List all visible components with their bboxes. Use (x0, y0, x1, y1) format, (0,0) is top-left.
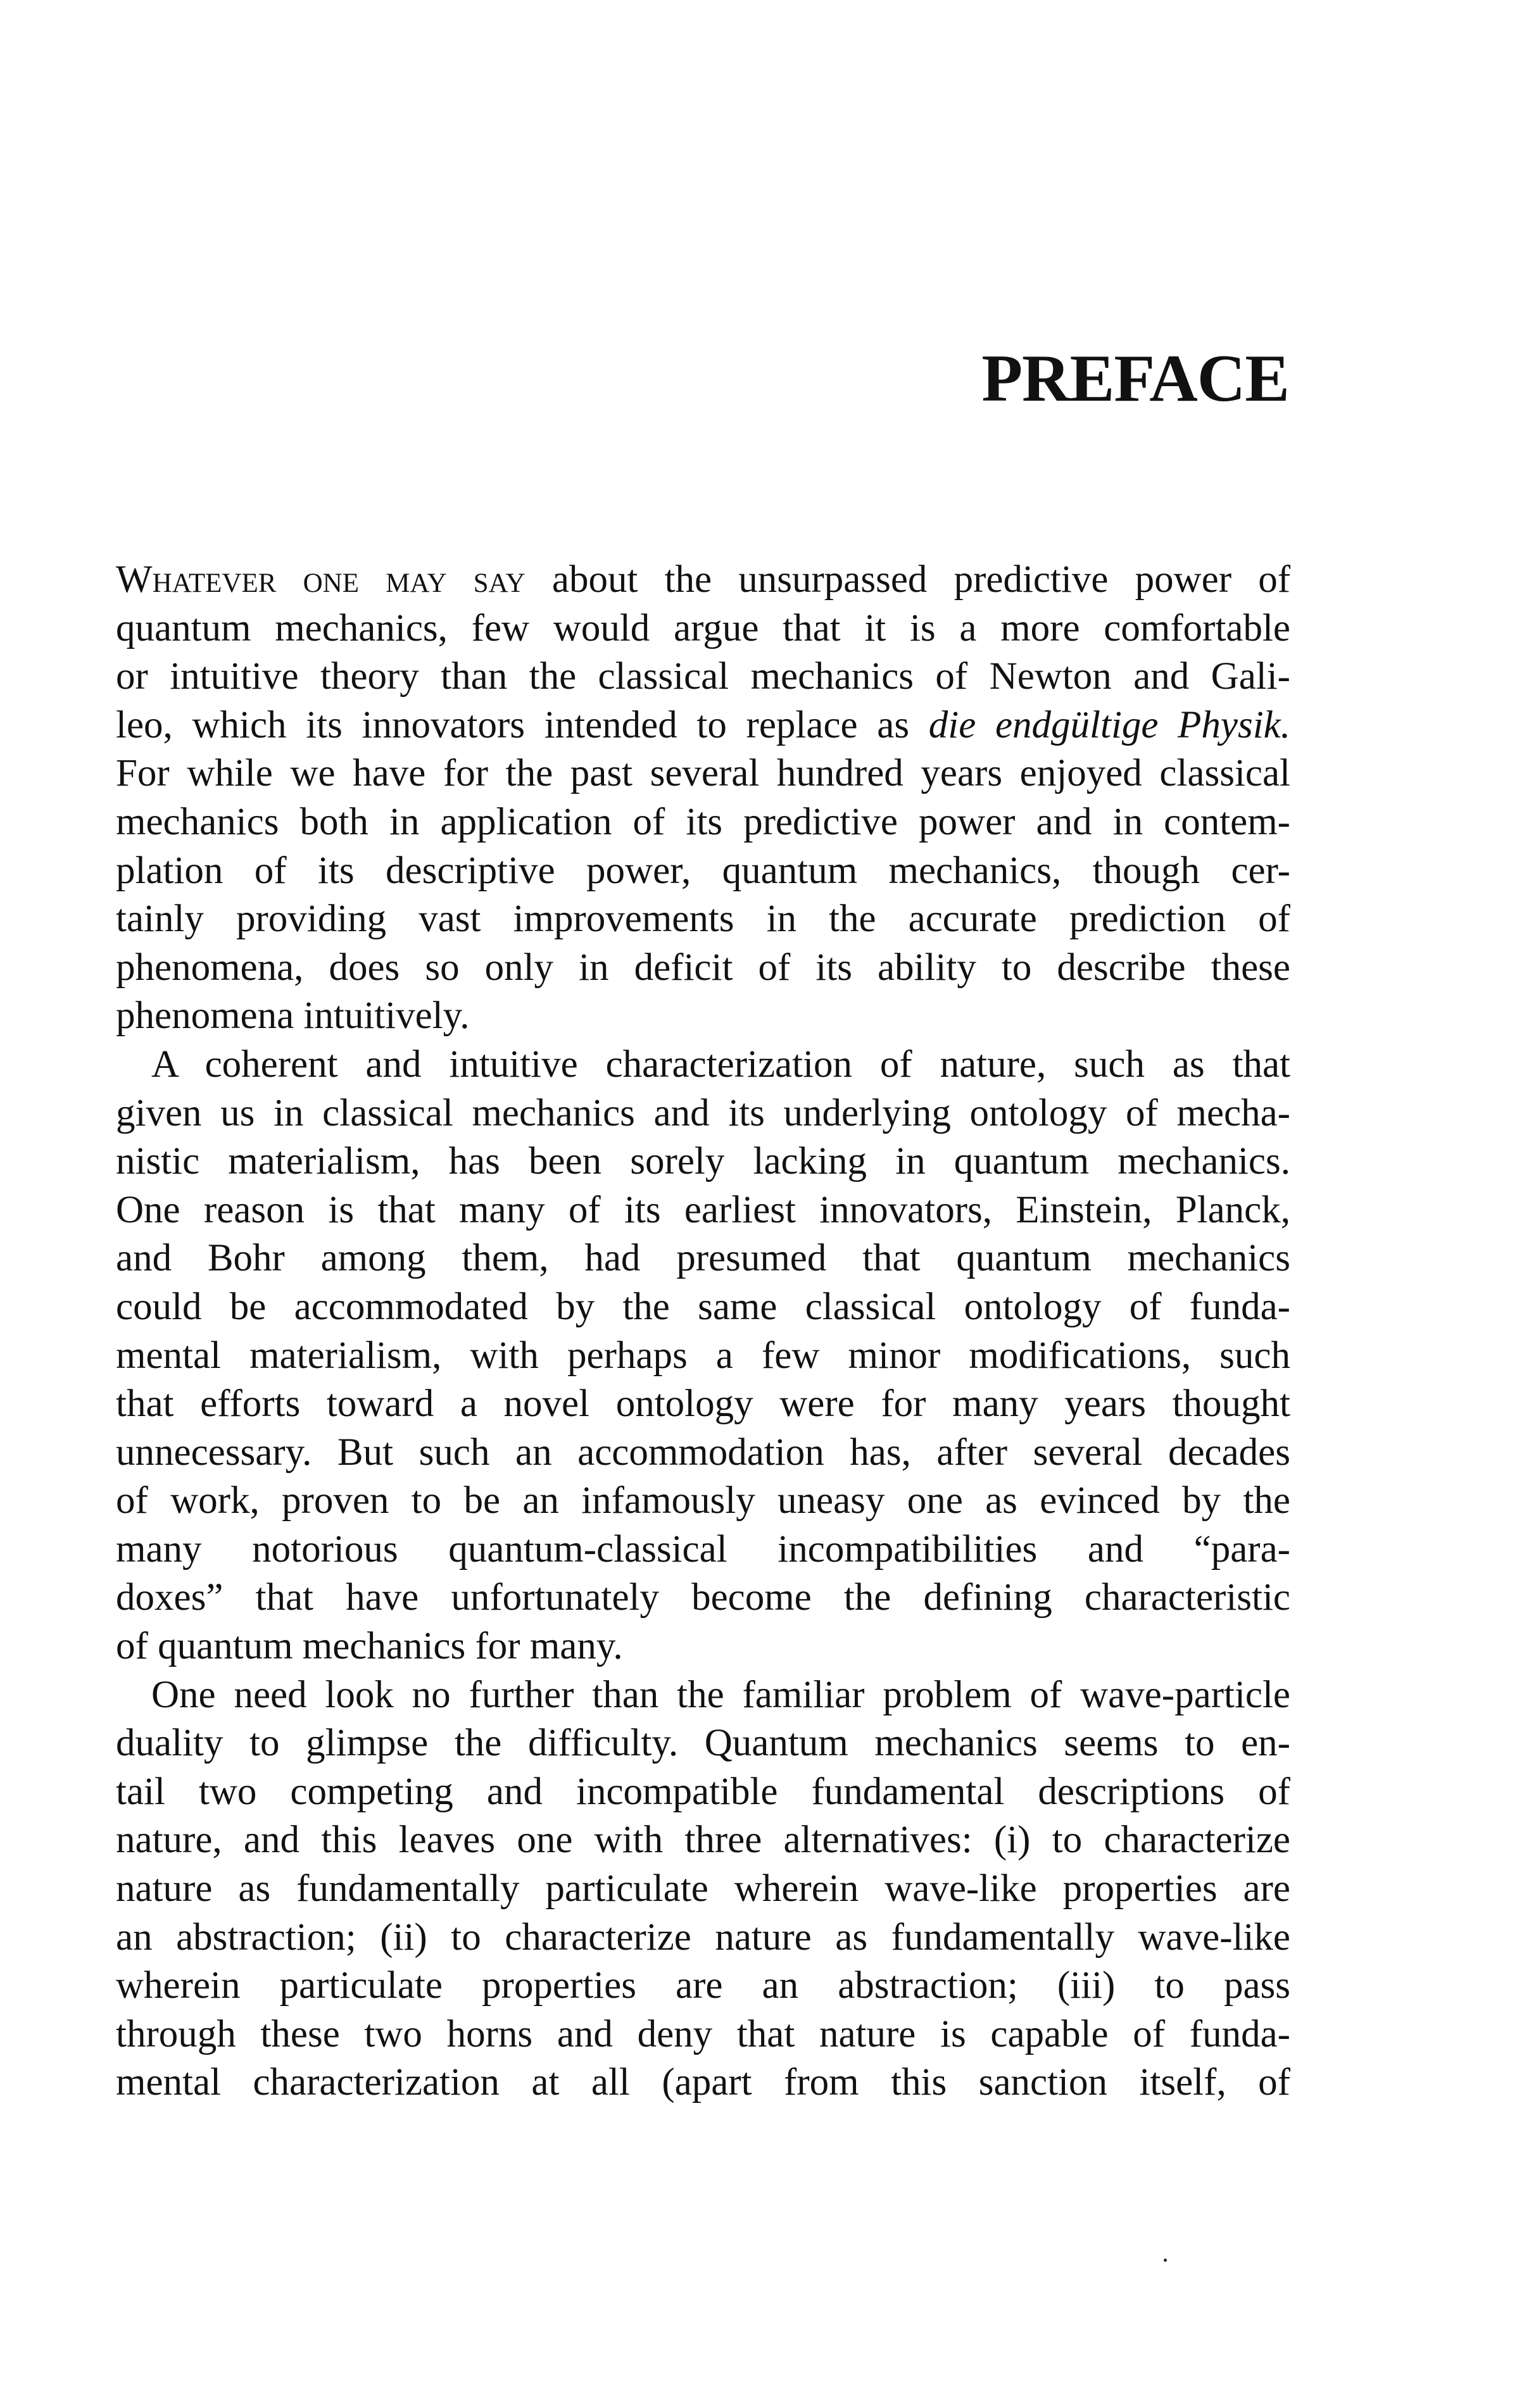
text-line: tainly providing vast improvements in the accurate prediction of (116, 898, 1290, 941)
text-line: an abstraction; (ii) to characterize nature as fundamentally wave-like (116, 1916, 1290, 1959)
paragraph-1 (116, 556, 1290, 1041)
text-line: mental characterization at all (apart from this sanction itself, of (116, 2061, 1290, 2104)
text-line: and Bohr among them, had presumed that quantum mechanics (116, 1237, 1290, 1280)
text-line: Whatever one may say about the unsurpassed predictive power of (116, 558, 1291, 601)
text-line: nature, and this leaves one with three alternatives: (i) to characterize (116, 1819, 1290, 1862)
paragraph-3 (116, 1671, 1290, 2107)
text-line: mechanics both in application of its predictive power and in contem- (116, 800, 1290, 843)
text-line: many notorious quantum-classical incompatibilities and “para- (116, 1527, 1290, 1571)
text-line: phenomena intuitively. (116, 994, 470, 1038)
text-line: mental materialism, with perhaps a few minor modifications, such (116, 1334, 1290, 1377)
text-line: wherein particulate properties are an abstraction; (iii) to pass (116, 1964, 1290, 2007)
text-line: phenomena, does so only in deficit of its ability to describe these (116, 946, 1290, 989)
text-line: nistic materialism, has been sorely lacking in quantum mechanics. (116, 1140, 1290, 1183)
text-line: leo, which its innovators intended to replace as die endgültige Physik. (116, 703, 1290, 746)
text-line: or intuitive theory than the classical mechanics of Newton and Gali- (116, 655, 1290, 698)
text-line: tail two competing and incompatible fundamental descriptions of (116, 1770, 1290, 1813)
text-line: of quantum mechanics for many. (116, 1625, 623, 1668)
paragraph-2 (116, 1041, 1290, 1671)
italic-phrase: die endgültige Physik. (928, 703, 1290, 746)
text-line: through these two horns and deny that nature is capable of funda- (116, 2012, 1290, 2055)
text-line: given us in classical mechanics and its underlying ontology of mecha- (116, 1091, 1290, 1134)
text-line: quantum mechanics, few would argue that it is a more comfortable (116, 606, 1290, 649)
text-line: could be accommodated by the same classical ontology of funda- (116, 1285, 1290, 1328)
text-line: duality to glimpse the difficulty. Quantum mechanics seems to en- (116, 1722, 1290, 1765)
text-line: doxes” that have unfortunately become the defining characteristic (116, 1576, 1290, 1619)
print-speck (1164, 2259, 1167, 2262)
text-line: of work, proven to be an infamously uneasy one as evinced by the (116, 1479, 1290, 1522)
text-line: plation of its descriptive power, quantum mechanics, though cer- (116, 849, 1290, 892)
lead-in-small-caps: Whatever one may say (116, 558, 526, 601)
preface-body (116, 556, 1290, 2107)
page-title: PREFACE (981, 341, 1289, 415)
text-line: that efforts toward a novel ontology were for many years thought (116, 1383, 1290, 1426)
text-line: For while we have for the past several hundred years enjoyed classical (116, 752, 1290, 795)
text-line: A coherent and intuitive characterization of nature, such as that (151, 1043, 1290, 1086)
text-line: unnecessary. But such an accommodation has, after several decades (116, 1431, 1290, 1474)
text-line: nature as fundamentally particulate wherein wave-like properties are (116, 1867, 1290, 1910)
text-line: One reason is that many of its earliest innovators, Einstein, Planck, (116, 1188, 1290, 1231)
text-line: One need look no further than the familiar problem of wave-particle (151, 1673, 1290, 1716)
